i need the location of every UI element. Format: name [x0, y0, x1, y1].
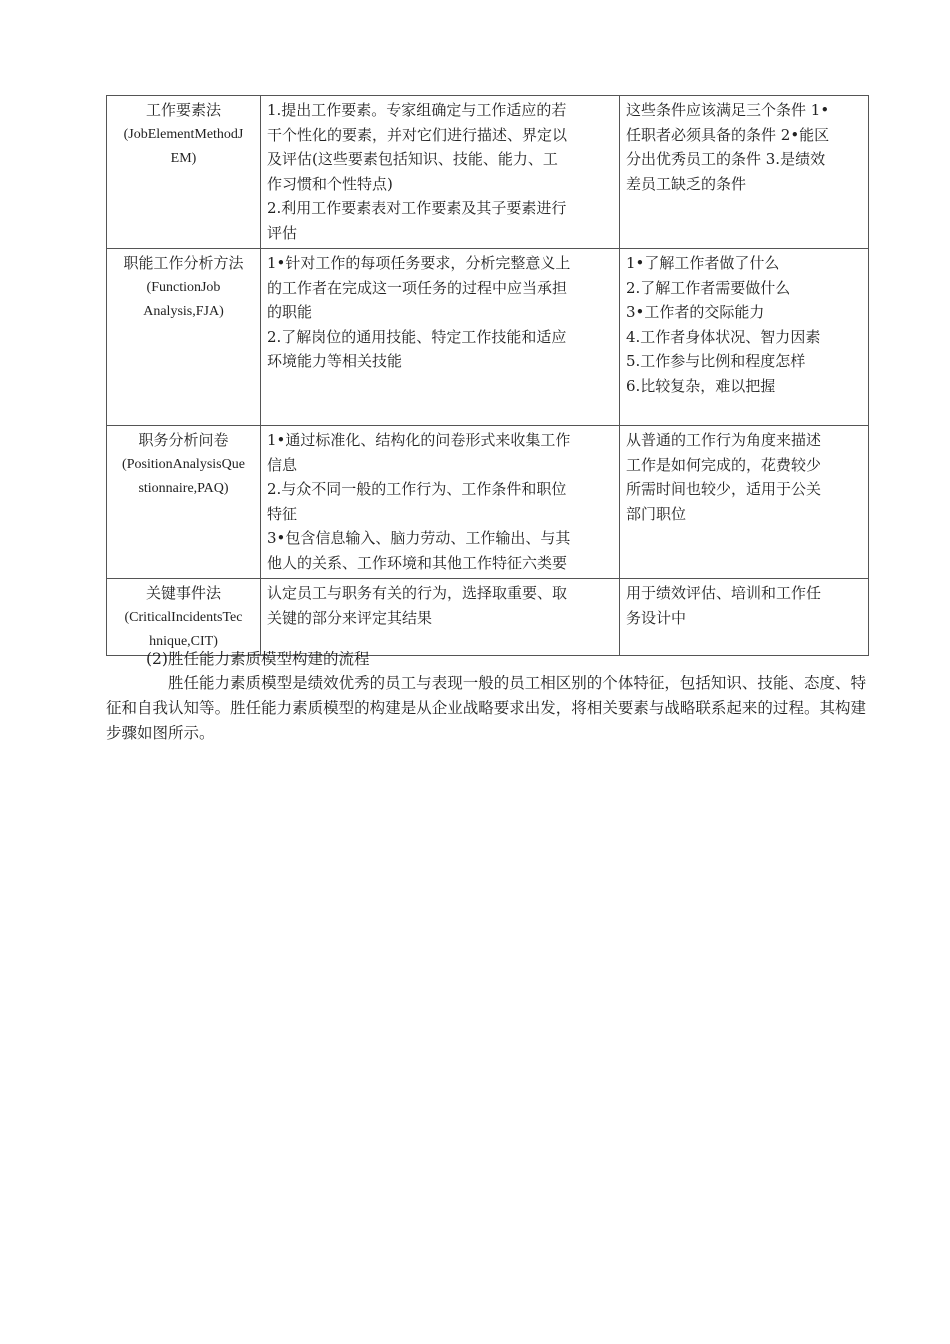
method-procedure-cell: [261, 249, 620, 426]
cell-text-line: 所需时间也较少，适用于公关: [626, 480, 822, 498]
cell-text-line: 3•包含信息输入、脑力劳动、工作输出、与其: [267, 529, 571, 547]
cell-text-line: 2.了解工作者需要做什么: [626, 278, 791, 297]
method-name-line: hnique,CIT): [149, 634, 218, 649]
method-name-line: EM): [170, 151, 197, 166]
cell-text-line: 差员工缺乏的条件: [626, 174, 747, 193]
cell-text-line: 这些条件应该满足三个条件 1•: [626, 101, 830, 119]
cell-text-line: 的职能: [267, 303, 313, 321]
cell-text-line: 部门职位: [626, 504, 687, 523]
method-name-line: stionnaire,PAQ): [138, 481, 229, 496]
method-name-line: (CriticalIncidentsTec: [124, 609, 243, 625]
cell-text-line: 1•了解工作者做了什么: [626, 254, 780, 272]
table-body: [107, 96, 869, 656]
method-name-cell: [107, 426, 261, 579]
cell-text-line: 3•工作者的交际能力: [626, 303, 765, 321]
cell-text-line: 环境能力等相关技能: [267, 352, 403, 370]
cell-text-line: 评估: [267, 223, 298, 242]
cell-text-line: 1•通过标准化、结构化的问卷形式来收集工作: [267, 431, 571, 449]
method-notes-cell: [620, 249, 869, 426]
method-name-line: 关键事件法: [145, 584, 221, 602]
cell-text-line: 用于绩效评估、培训和工作任: [626, 584, 822, 602]
cell-text-line: 1.提出工作要素。专家组确定与工作适应的若: [267, 101, 567, 119]
cell-text-line: 4.工作者身体状况、智力因素: [626, 327, 821, 346]
cell-text-line: 认定员工与职务有关的行为，选择取重要、取: [267, 584, 568, 602]
body-paragraph: 胜任能力素质模型是绩效优秀的员工与表现一般的员工相区别的个体特征，包括知识、技能、态度、特征和自我认知等。胜任能力素质模型的构建是从企业战略要求出发，将相关要素与战略联系起来的过程。其构建步骤如图所示。: [106, 674, 866, 742]
job-analysis-methods-table: [106, 95, 869, 656]
cell-text-line: 信息: [267, 455, 298, 474]
cell-text-line: 6.比较复杂，难以把握: [626, 376, 776, 395]
cell-text-line: 作习惯和个性特点): [267, 174, 393, 193]
cell-text-line: 2.与众不同一般的工作行为、工作条件和职位: [267, 480, 567, 498]
method-name-line: 职务分析问卷: [138, 431, 229, 449]
cell-text-line: 从普通的工作行为角度来描述: [626, 431, 822, 449]
method-procedure-cell: [261, 96, 620, 249]
cell-text-line: 他人的关系、工作环境和其他工作特征六类要: [267, 553, 568, 572]
table-row: [107, 249, 869, 426]
method-name-line: (JobElementMethodJ: [123, 126, 244, 142]
method-name-cell: [107, 96, 261, 249]
method-notes-cell: [620, 96, 869, 249]
cell-text-line: 务设计中: [626, 608, 687, 627]
cell-text-line: 2.了解岗位的通用技能、特定工作技能和适应: [267, 327, 567, 346]
table-row: [107, 426, 869, 579]
cell-text-line: 任职者必须具备的条件 2•能区: [626, 125, 830, 144]
method-procedure-cell: [261, 579, 620, 656]
method-procedure-cell: [261, 426, 620, 579]
cell-text-line: 工作是如何完成的，花费较少: [626, 455, 822, 474]
table-row: [107, 579, 869, 656]
cell-text-line: 2.利用工作要素表对工作要素及其子要素进行: [267, 199, 567, 217]
method-notes-cell: [620, 579, 869, 656]
section-subheading: (2)胜任能力素质模型构建的流程: [146, 650, 370, 668]
method-notes-cell: [620, 426, 869, 579]
cell-text-line: 关键的部分来评定其结果: [267, 608, 433, 627]
cell-text-line: 1•针对工作的每项任务要求，分析完整意义上: [267, 254, 571, 272]
table-row: [107, 96, 869, 249]
method-name-line: Analysis,FJA): [143, 304, 224, 319]
method-name-cell: [107, 579, 261, 656]
cell-text-line: 特征: [267, 504, 298, 523]
cell-text-line: 5.工作参与比例和程度怎样: [626, 352, 806, 370]
method-name-line: (PositionAnalysisQue: [122, 456, 245, 472]
method-name-line: (FunctionJob: [146, 279, 221, 295]
cell-text-line: 干个性化的要素，并对它们进行描述、界定以: [267, 125, 568, 144]
method-name-line: 职能工作分析方法: [123, 254, 244, 272]
cell-text-line: 及评估(这些要素包括知识、技能、能力、工: [267, 150, 558, 168]
cell-text-line: 的工作者在完成这一项任务的过程中应当承担: [267, 278, 568, 297]
method-name-line: 工作要素法: [145, 101, 221, 119]
cell-text-line: 分出优秀员工的条件 3.是绩效: [626, 150, 826, 168]
method-name-cell: [107, 249, 261, 426]
